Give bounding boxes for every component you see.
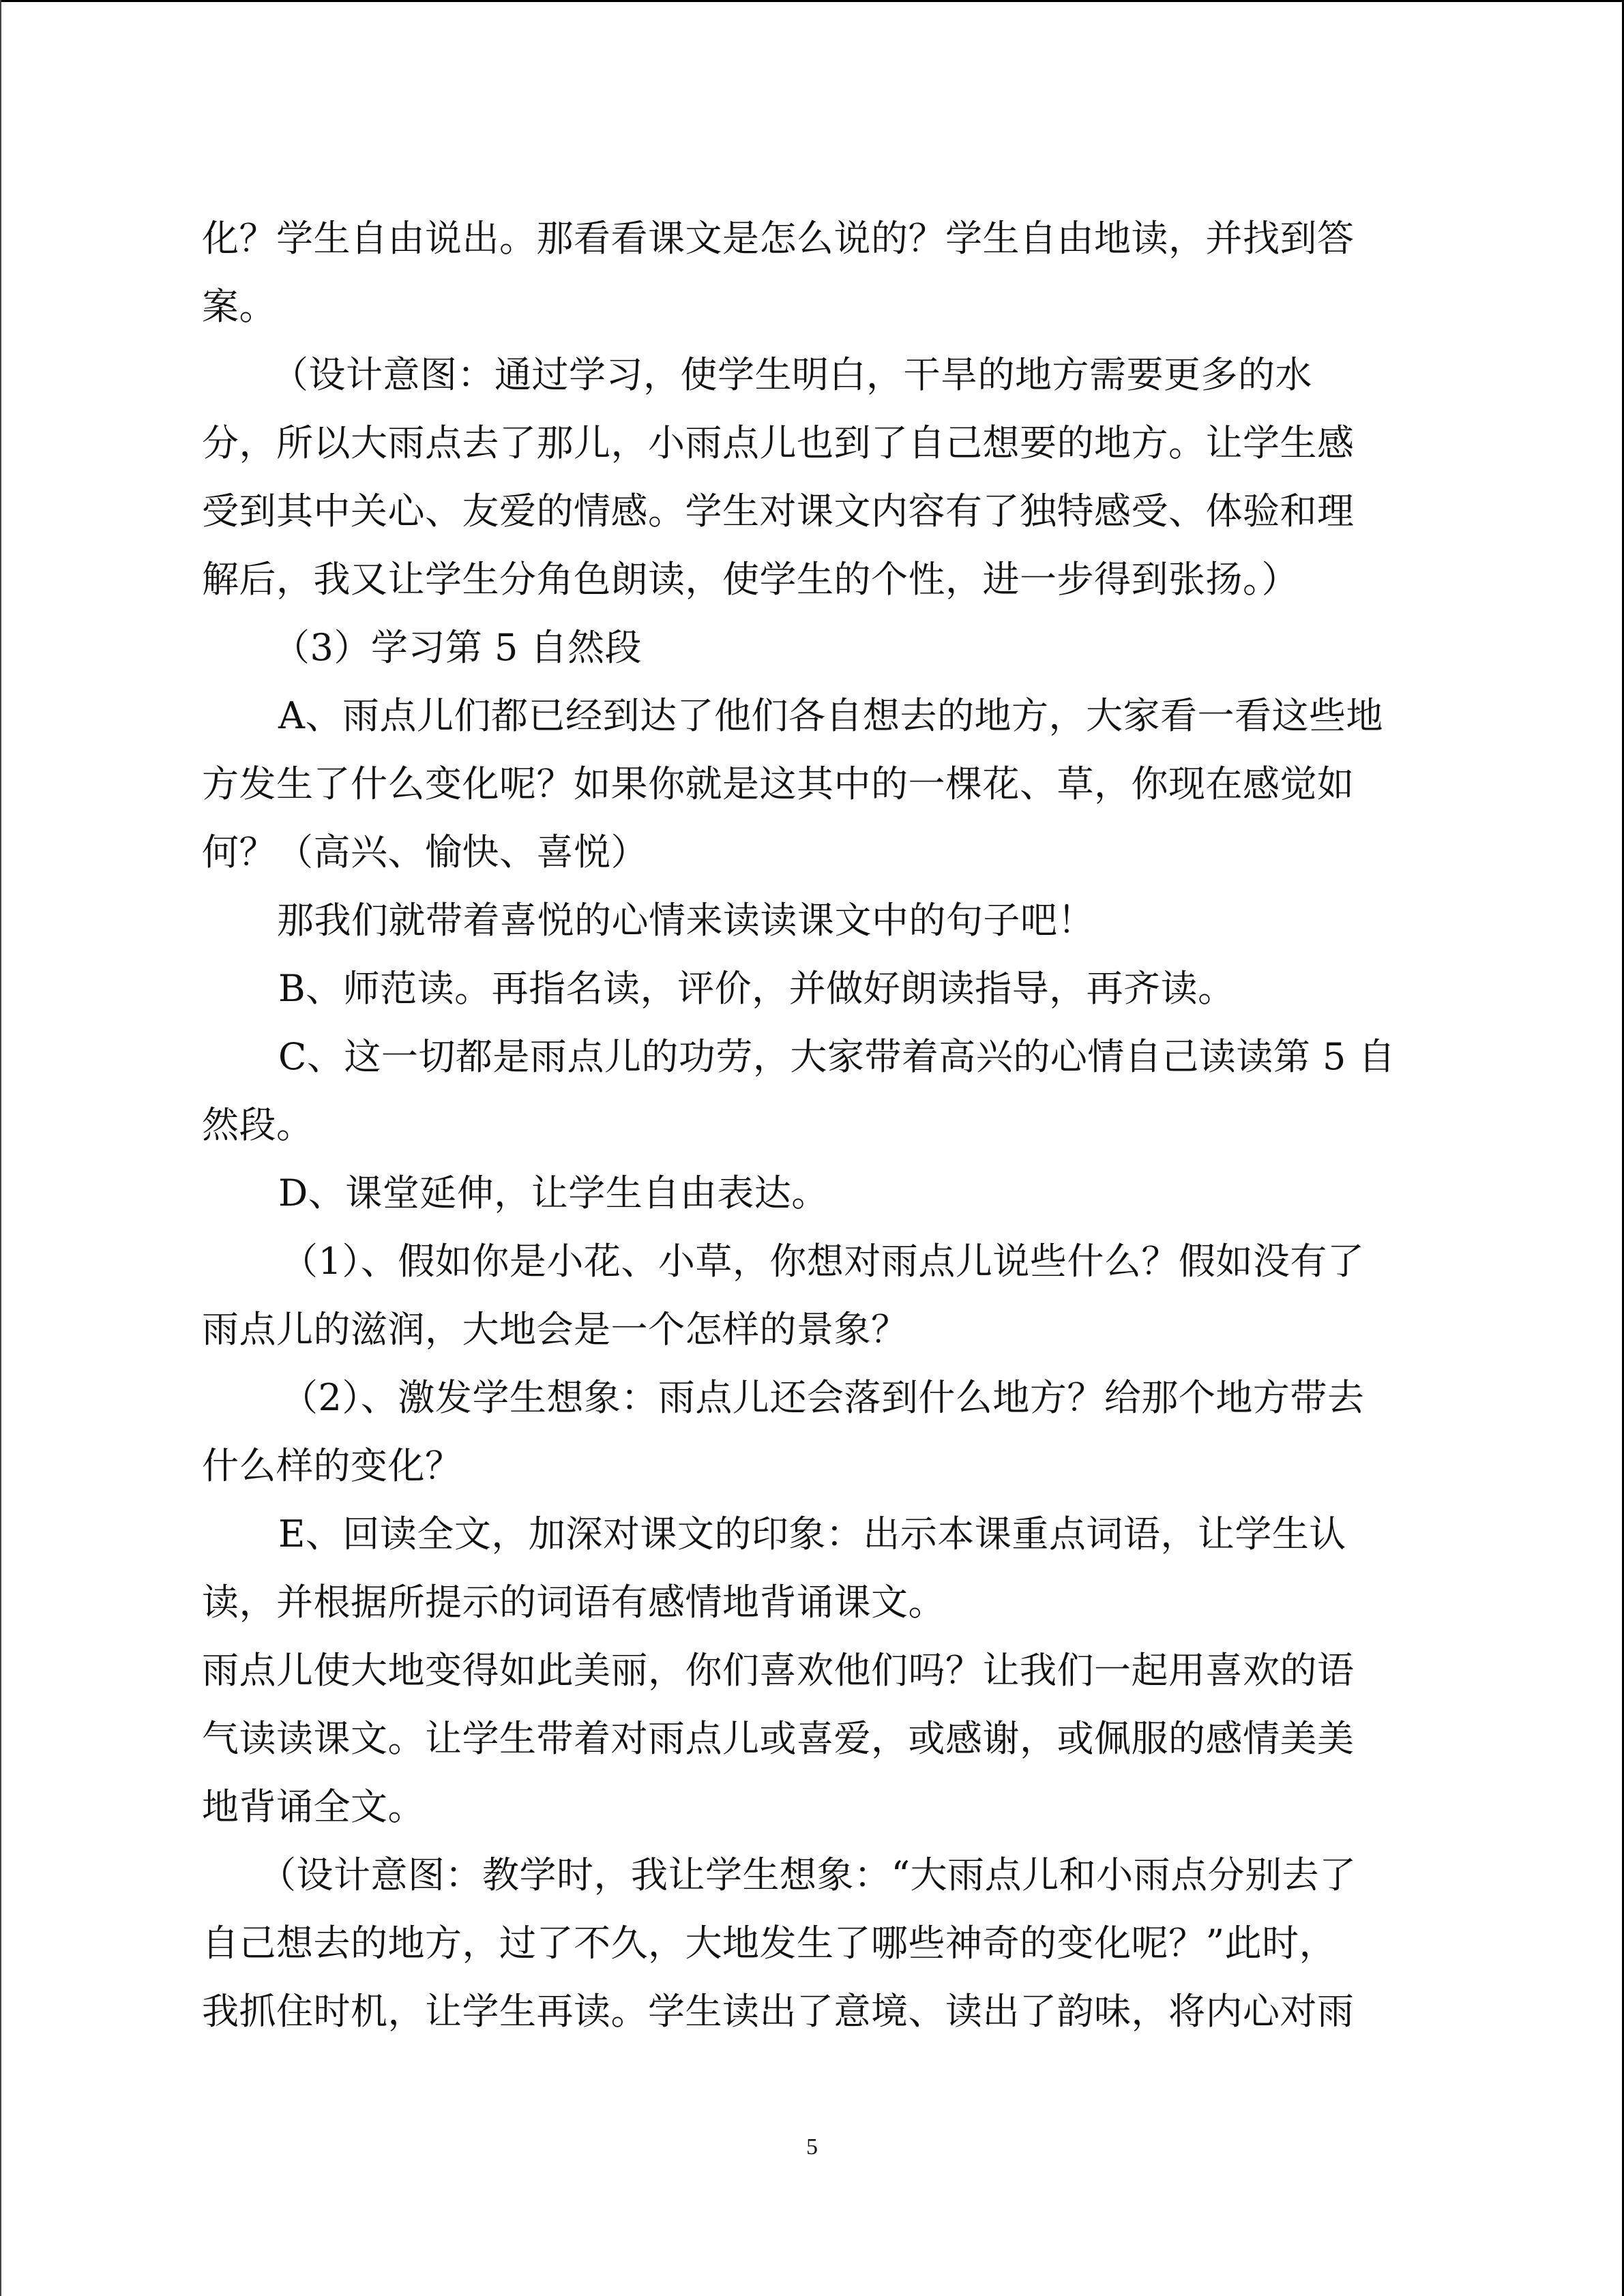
text-line: 分，所以大雨点去了那儿，小雨点儿也到了自己想要的地方。让学生感	[202, 421, 1355, 464]
page-number: 5	[806, 2134, 818, 2160]
text-line: （1）、假如你是小花、小草，你想对雨点儿说些什么？假如没有了	[281, 1240, 1365, 1283]
text-line: 解后，我又让学生分角色朗读，使学生的个性，进一步得到张扬。）	[202, 558, 1299, 601]
text-line: 案。	[202, 285, 276, 328]
text-line: 自己想去的地方，过了不久，大地发生了哪些神奇的变化呢？”此时，	[202, 1922, 1337, 1965]
text-line: E、回读全文，加深对课文的印象：出示本课重点词语，让学生认	[278, 1512, 1346, 1555]
text-line: （2）、激发学生想象：雨点儿还会落到什么地方？给那个地方带去	[281, 1376, 1365, 1419]
text-line: （3）学习第 5 自然段	[273, 626, 643, 669]
text-line: 地背诵全文。	[202, 1785, 425, 1828]
page-top-border	[0, 0, 1624, 2]
text-line: （设计意图：教学时，我让学生想象：“大雨点儿和小雨点分别去了	[259, 1853, 1357, 1896]
text-line: 雨点儿使大地变得如此美丽，你们喜欢他们吗？让我们一起用喜欢的语	[202, 1649, 1355, 1692]
text-line: 雨点儿的滋润，大地会是一个怎样的景象？	[202, 1308, 909, 1351]
text-line: 何？（高兴、愉快、喜悦）	[202, 831, 648, 874]
page-left-border	[0, 0, 1, 2296]
text-line: A、雨点儿们都已经到达了他们各自想去的地方，大家看一看这些地	[278, 694, 1383, 737]
text-line: D、课堂延伸，让学生自由表达。	[278, 1172, 829, 1214]
text-line: 方发生了什么变化呢？如果你就是这其中的一棵花、草，你现在感觉如	[202, 762, 1355, 805]
text-line: 读，并根据所提示的词语有感情地背诵课文。	[202, 1581, 945, 1624]
text-line: 然段。	[202, 1103, 314, 1146]
text-line: 气读读课文。让学生带着对雨点儿或喜爱，或感谢，或佩服的感情美美	[202, 1717, 1355, 1760]
text-line: 什么样的变化？	[202, 1444, 462, 1487]
text-line: 化？学生自由说出。那看看课文是怎么说的？学生自由地读，并找到答	[202, 217, 1355, 260]
text-line: C、这一切都是雨点儿的功劳，大家带着高兴的心情自己读读第 5 自	[278, 1035, 1396, 1078]
text-line: 受到其中关心、友爱的情感。学生对课文内容有了独特感受、体验和理	[202, 490, 1355, 533]
text-line: （设计意图：通过学习，使学生明白，干旱的地方需要更多的水	[271, 353, 1312, 396]
text-line: 我抓住时机，让学生再读。学生读出了意境、读出了韵味，将内心对雨	[202, 1990, 1355, 2033]
text-line: B、师范读。再指名读，评价，并做好朗读指导，再齐读。	[278, 967, 1235, 1010]
text-line: 那我们就带着喜悦的心情来读读课文中的句子吧！	[277, 899, 1095, 942]
